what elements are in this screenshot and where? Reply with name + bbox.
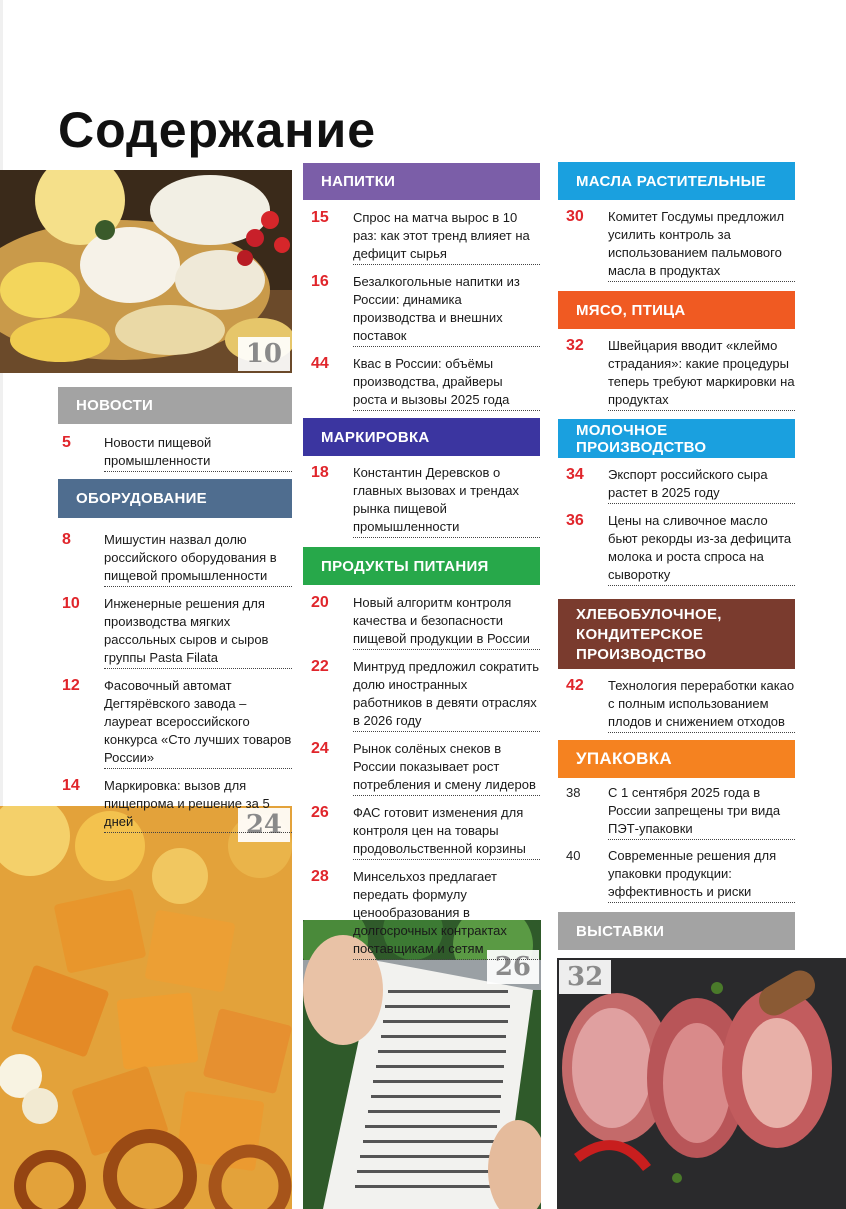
toc-entry[interactable] [566,337,795,411]
toc-page-number: 28 [311,868,329,885]
toc-page-number: 8 [62,531,71,548]
toc-title: Рынок солёных снеков в России показывает рост потребления и смену лидеров [353,740,540,796]
section-novosti [58,387,292,424]
section-oborudovanie [58,479,292,518]
toc-title: Технология переработки какао с полным использованием плодов и снижением отходов [608,677,795,733]
page-title: Содержание [58,102,377,158]
toc-title: Спрос на матча вырос в 10 раз: как этот тренд влияет на дефицит сырья [353,209,540,265]
toc-page-number: 32 [566,337,584,354]
right-column [558,162,795,950]
toc-page-number: 5 [62,434,71,451]
meat-photo [557,958,846,1209]
toc-title: Цены на сливочное масло бьют рекорды из-за дефицита молока и роста спроса на сыворотку [608,512,795,586]
toc-title: Экспорт российского сыра растет в 2025 году [608,466,795,504]
toc-entry[interactable] [311,209,540,265]
toc-entry[interactable] [62,595,292,669]
section-masla [558,162,795,200]
toc-page-number: 30 [566,208,584,225]
section-title: МОЛОЧНОЕ ПРОИЗВОДСТВО [576,421,707,456]
toc-title: Квас в России: объёмы производства, драйверы роста и вызовы 2025 года [353,355,540,411]
toc-page-number: 14 [62,777,80,794]
toc-page-number: 10 [62,595,80,612]
page-number-badge: 32 [559,960,611,994]
toc-title: Инженерные решения для производства мягких рассольных сыров и сыров группы Pasta Filata [104,595,292,669]
toc-page-number: 20 [311,594,329,611]
toc-entry[interactable] [62,531,292,587]
toc-page-number: 22 [311,658,329,675]
toc-title: Фасовочный автомат Дегтярёвского завода – лауреат всероссийского конкурса «Сто лучших товаров России» [104,677,292,769]
toc-entry[interactable] [311,273,540,347]
toc-title: Безалкогольные напитки из России: динамика производства и внешних поставок [353,273,540,347]
section-title: МЯСО, ПТИЦА [576,301,686,319]
toc-page-number: 26 [311,804,329,821]
section-upakovka [558,740,795,778]
toc-entry[interactable] [566,208,795,282]
section-title: НАПИТКИ [321,173,396,190]
toc-page-number: 40 [566,848,581,863]
toc-entry[interactable] [62,777,292,833]
section-produkty [303,547,540,585]
middle-column [303,163,540,960]
toc-page-number: 44 [311,355,329,372]
toc-title: Швейцария вводит «клеймо страдания»: какие процедуры теперь требуют маркировки на продуктах [608,337,795,411]
page-number-badge: 10 [238,337,290,371]
receipt-photo [303,920,541,1209]
toc-entry[interactable] [566,784,795,840]
toc-title: Минтруд предложил сократить долю иностранных работников в девяти отраслях в 2026 году [353,658,540,732]
section-title: ПРОДУКТЫ ПИТАНИЯ [321,557,489,575]
toc-page-number: 18 [311,464,329,481]
toc-page-number: 24 [311,740,329,757]
toc-title: Маркировка: вызов для пищепрома и решение за 5 дней [104,777,292,833]
section-title: МАРКИРОВКА [321,428,430,446]
section-vystavki [558,912,795,950]
section-title: УПАКОВКА [576,749,672,768]
toc-page-number: 34 [566,466,584,483]
toc-title: Константин Деревсков о главных вызовах и трендах рынка пищевой промышленности [353,464,540,538]
toc-title: Минсельхоз предлагает передать формулу ценообразования в долгосрочных контрактах поставщикам и сетям [353,868,540,960]
toc-entry[interactable] [311,464,540,538]
toc-page-number: 36 [566,512,584,529]
section-title: МАСЛА РАСТИТЕЛЬНЫЕ [576,172,766,190]
cheese-photo [0,170,292,373]
toc-entry[interactable] [311,804,540,860]
section-molochnoe [558,419,795,458]
toc-entry[interactable] [311,594,540,650]
section-napitki [303,163,540,200]
toc-title: Комитет Госдумы предложил усилить контроль за использованием пальмового масла в продуктах [608,208,795,282]
snacks-photo [0,806,292,1209]
toc-entry[interactable] [311,740,540,796]
toc-page-number: 15 [311,209,329,226]
toc-title: ФАС готовит изменения для контроля цен на товары продовольственной корзины [353,804,540,860]
toc-title: Новый алгоритм контроля качества и безопасности пищевой продукции в России [353,594,540,650]
toc-page-number: 16 [311,273,329,290]
toc-entry[interactable] [566,466,795,504]
section-title: НОВОСТИ [76,397,154,414]
toc-entry[interactable] [311,868,540,960]
toc-entry[interactable] [311,355,540,411]
section-title: ХЛЕБОБУЛОЧНОЕ, КОНДИТЕРСКОЕ ПРОИЗВОДСТВО [576,606,722,663]
section-title: ВЫСТАВКИ [576,922,665,940]
toc-title: Современные решения для упаковки продукции: эффективность и риски [608,847,795,903]
section-title: ОБОРУДОВАНИЕ [76,490,207,507]
toc-entry[interactable] [311,658,540,732]
section-markirovka [303,418,540,456]
toc-title: С 1 сентября 2025 года в России запрещены три вида ПЭТ-упаковки [608,784,795,840]
page-number-badge: 24 [238,808,290,842]
section-myaso [558,291,795,329]
section-hleb [558,599,795,669]
toc-page-number: 42 [566,677,584,694]
toc-entry[interactable] [566,847,795,903]
toc-entry[interactable] [566,512,795,586]
toc-page-number: 38 [566,785,581,800]
toc-entry[interactable] [62,434,292,472]
toc-title: Мишустин назвал долю российского оборудования в пищевой промышленности [104,531,292,587]
left-column [58,387,292,833]
toc-page-number: 12 [62,677,80,694]
page-number-badge: 26 [487,950,539,984]
toc-entry[interactable] [566,677,795,733]
toc-title: Новости пищевой промышленности [104,434,292,472]
toc-entry[interactable] [62,677,292,769]
